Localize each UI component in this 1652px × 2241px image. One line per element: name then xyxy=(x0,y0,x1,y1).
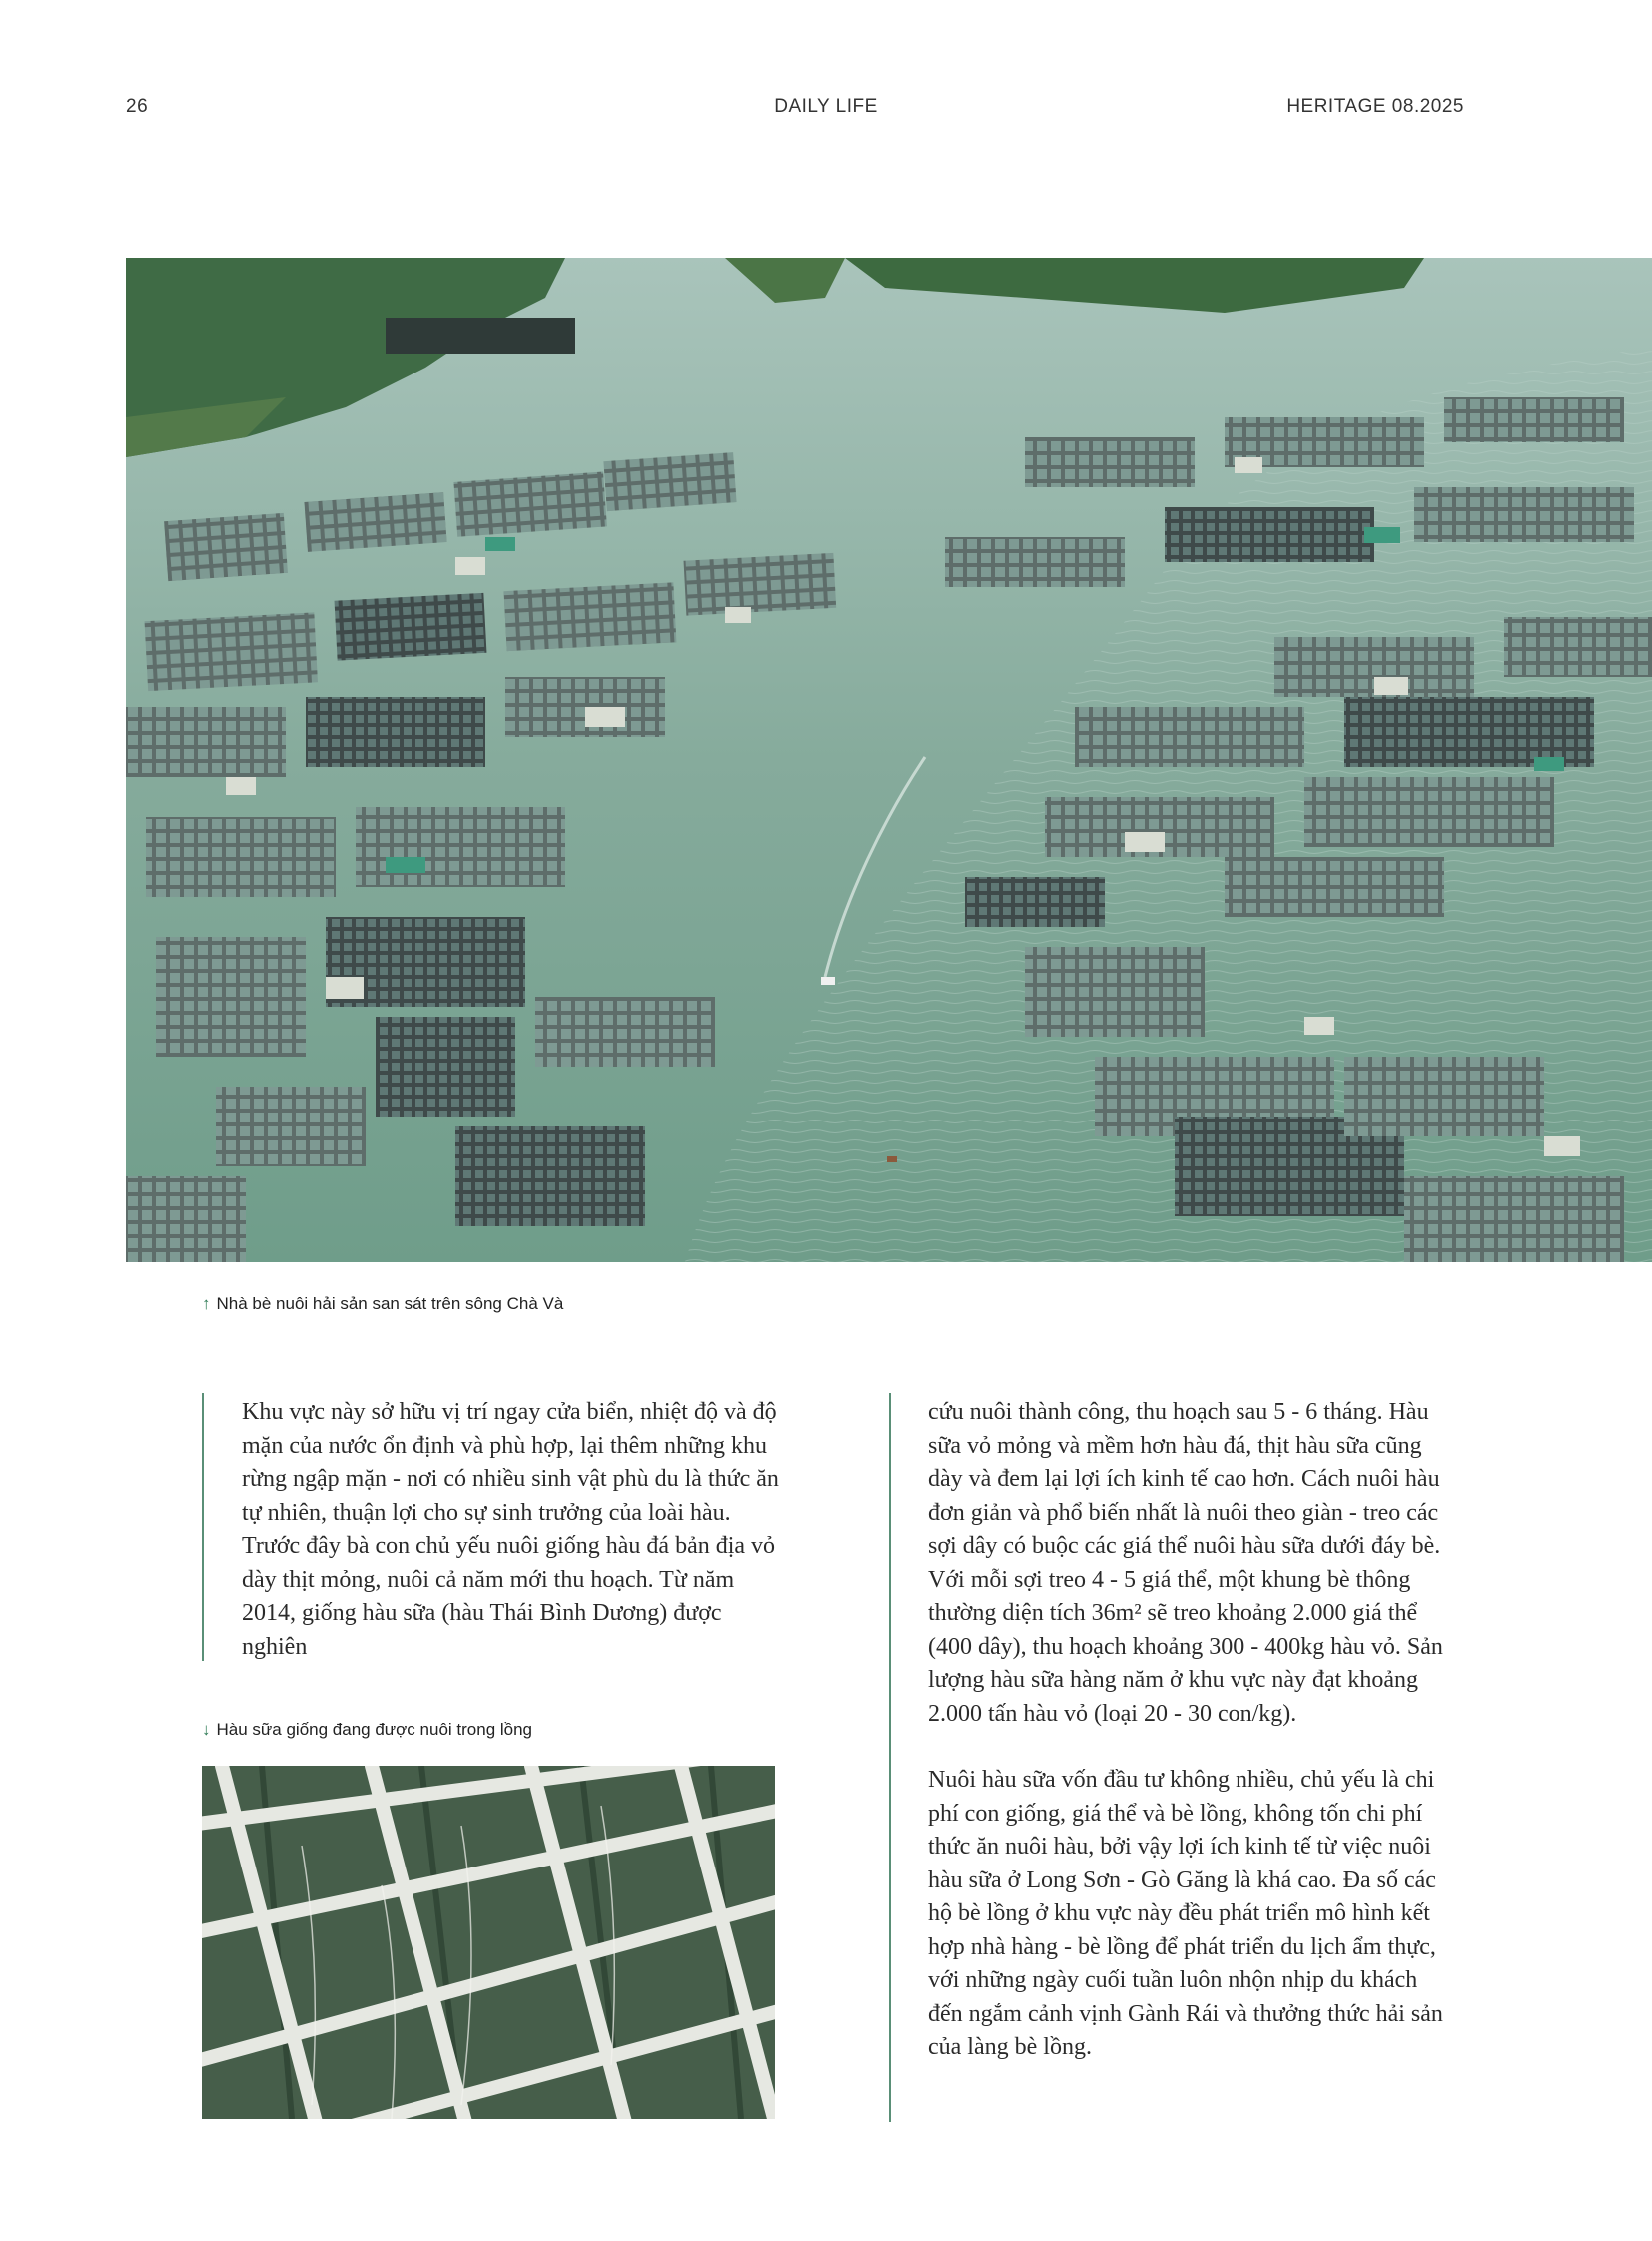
aerial-fish-farm-photo xyxy=(126,258,1652,1262)
secondary-photo-caption xyxy=(202,1720,532,1740)
oyster-cage-photo xyxy=(202,1766,775,2119)
article-paragraph: Khu vực này sở hữu vị trí ngay cửa biển, nhiệt độ và độ mặn của nước ổn định và phù hợp, lại thêm những khu rừng ngập mặn - nơi có nhiều sinh vật phù du là thức ăn tự nhiên, thuận lợi cho sự sinh trưởng của loài hàu. Trước đây bà con chủ yếu nuôi giống hàu đá bản địa vỏ dày thịt mỏng, nuôi cả năm mới thu hoạch. Từ năm 2014, giống hàu sữa (hàu Thái Bình Dương) được nghiên xyxy=(242,1399,779,1660)
article-column-2 xyxy=(928,1396,1447,2065)
main-photo-caption xyxy=(202,1294,563,1314)
article-paragraph: cứu nuôi thành công, thu hoạch sau 5 - 6 tháng. Hàu sữa vỏ mỏng và mềm hơn hàu đá, thịt hàu sữa cũng dày và đem lại lợi ích kinh tế cao hơn. Cách nuôi hàu đơn giản và phổ biến nhất là nuôi theo giàn - treo các sợi dây có buộc các giá thể nuôi hàu sữa dưới đáy bè. Với mỗi sợi treo 4 - 5 giá thể, một khung bè thông thường diện tích 36m² sẽ treo khoảng 2.000 giá thể (400 dây), thu hoạch khoảng 300 - 400kg hàu vỏ. Sản lượng hàu sữa hàng năm ở khu vực này đạt khoảng 2.000 tấn hàu vỏ (loại 20 - 30 con/kg). xyxy=(928,1399,1443,1727)
section-title: DAILY LIFE xyxy=(774,96,878,117)
page-number: 26 xyxy=(126,96,149,117)
article-paragraph: Nuôi hàu sữa vốn đầu tư không nhiều, chủ yếu là chi phí con giống, giá thể và bè lồng, không tốn chi phí thức ăn nuôi hàu, bởi vậy lợi ích kinh tế từ việc nuôi hàu sữa ở Long Sơn - Gò Găng là khá cao. Đa số các hộ bè lồng ở khu vực này đều phát triển mô hình kết hợp nhà hàng - bè lồng để phát triển du lịch ẩm thực, với những ngày cuối tuần luôn nhộn nhịp du khách đến ngắm cảnh vịnh Gành Rái và thưởng thức hải sản của làng bè lồng. xyxy=(928,1767,1443,2060)
secondary-photo-caption-text: Hàu sữa giống đang được nuôi trong lồng xyxy=(216,1720,533,1739)
arrow-up-icon: ↑ xyxy=(202,1294,211,1313)
main-photo-caption-text: Nhà bè nuôi hải sản san sát trên sông Chà Và xyxy=(216,1294,564,1313)
arrow-down-icon: ↓ xyxy=(202,1720,211,1739)
column2-rule xyxy=(889,1393,891,2122)
magazine-issue: HERITAGE 08.2025 xyxy=(1286,96,1464,117)
column1-rule xyxy=(202,1393,204,1661)
article-column-1 xyxy=(242,1396,781,1664)
